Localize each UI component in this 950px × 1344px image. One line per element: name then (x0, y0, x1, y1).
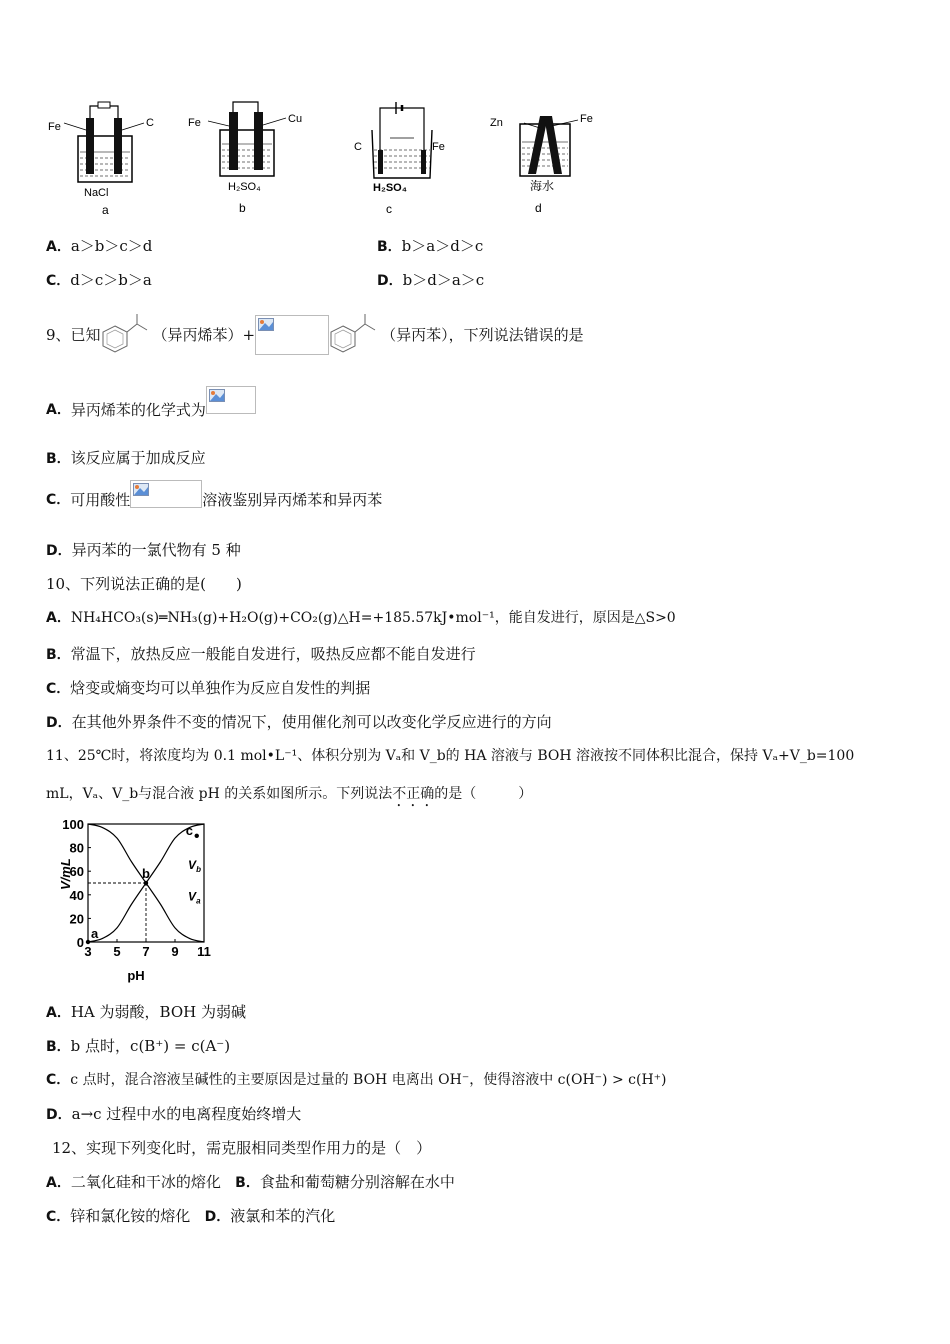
cell-c-right-label: Fe (432, 141, 445, 153)
y-tick-label: 40 (69, 887, 84, 903)
x-tick-label: 5 (113, 944, 121, 959)
formula-image-placeholder (206, 386, 256, 414)
y-tick-label: 0 (76, 935, 84, 950)
y-tick-label: 20 (69, 911, 84, 927)
cell-a-left-label: Fe (48, 121, 61, 133)
isopropylbenzene-structure (329, 312, 381, 358)
y-tick-label: 100 (62, 817, 84, 832)
cell-a (64, 102, 144, 182)
q11-option-b: B．b 点时，c(B⁺) = c(A⁻) (46, 1037, 231, 1055)
point-label-a: a (91, 926, 99, 941)
y-axis-label: V/mL (58, 858, 73, 890)
q11-option-d: D．a→c 过程中水的电离程度始终增大 (46, 1105, 302, 1123)
cell-b-solution: H₂SO₄ (228, 181, 261, 193)
reagent-image-placeholder (130, 480, 202, 508)
cell-c (372, 102, 432, 178)
point-label-c: c (185, 822, 193, 838)
q8-option-c: C．d＞c＞b＞a (46, 271, 152, 289)
cell-a-solution: NaCl (84, 187, 109, 199)
q12-options-line1: A．二氧化硅和干冰的熔化 B．食盐和葡萄糖分别溶解在水中 (46, 1173, 455, 1191)
q11-stem-line2: mL，Vₐ、V_b与混合液 pH 的关系如图所示。下列说法不正确的是（ ） (46, 786, 533, 802)
cell-d (520, 116, 578, 176)
q12-options-line2: C．锌和氯化铵的熔化 D．液氯和苯的汽化 (46, 1207, 336, 1225)
cell-b-right-label: Cu (288, 113, 303, 125)
q9-option-b: B．该反应属于加成反应 (46, 449, 206, 467)
x-tick-label: 9 (171, 944, 179, 959)
broken-image-icon (209, 389, 225, 402)
cell-d-left-label: Zn (490, 117, 503, 129)
va-series-label: $V_a$ (188, 889, 201, 906)
cell-b-left-label: Fe (188, 117, 201, 129)
q10-option-a: A．NH₄HCO₃(s)═NH₃(g)+H₂O(g)+CO₂(g)△H=+185.57kJ•mol⁻¹，能自发进行，原因是△S>0 (46, 610, 676, 626)
q9-option-a: A． 异丙烯苯的化学式为 (46, 386, 256, 420)
q11-stem-line1: 11、25℃时，将浓度均为 0.1 mol•L⁻¹、体积分别为 Vₐ和 V_b的 HA 溶液与 BOH 溶液按不同体积比混合，保持 Vₐ+V_b=100 (46, 748, 855, 764)
q9-option-c: C． 可用酸性 溶液鉴别异丙烯苯和异丙苯 (46, 480, 382, 510)
q8-option-b: B．b＞a＞d＞c (377, 237, 484, 255)
electrochemistry-figure (40, 98, 610, 220)
q10-option-d: D．在其他外界条件不变的情况下，使用催化剂可以改变化学反应进行的方向 (46, 713, 552, 731)
cell-a-right-label: C (146, 117, 154, 129)
point-label-b: b (142, 866, 150, 881)
cell-b (208, 102, 286, 176)
cell-d-caption: d (535, 201, 542, 215)
isopropenylbenzene-structure (101, 312, 153, 358)
q11-option-a: A．HA 为弱酸，BOH 为弱碱 (46, 1003, 246, 1021)
hydrogen-image-placeholder (255, 315, 329, 355)
cell-c-caption: c (386, 202, 392, 216)
cell-a-caption: a (102, 203, 109, 217)
q10-option-c: C．焓变或熵变均可以单独作为反应自发性的判据 (46, 679, 371, 697)
cell-d-right-label: Fe (580, 113, 593, 125)
point-b (144, 881, 148, 885)
q12-stem: 12、实现下列变化时，需克服相同类型作用力的是（ ） (52, 1139, 432, 1157)
point-c (195, 834, 199, 838)
y-tick-label: 80 (69, 840, 84, 856)
vb-series-label: $V_b$ (188, 857, 201, 874)
x-tick-label: 11 (197, 944, 211, 959)
q10-option-b: B．常温下，放热反应一般能自发进行，吸热反应都不能自发进行 (46, 645, 476, 663)
q8-option-a: A．a＞b＞c＞d (46, 237, 153, 255)
broken-image-icon (133, 483, 149, 496)
broken-image-icon (258, 318, 274, 331)
q11-option-c: C．c 点时，混合溶液呈碱性的主要原因是过量的 BOH 电离出 OH⁻，使得溶液中 c(OH⁻) > c(H⁺) (46, 1072, 667, 1088)
cell-c-left-label: C (354, 141, 362, 153)
q8-option-d: D．b＞d＞a＞c (377, 271, 485, 289)
q10-stem: 10、下列说法正确的是( ) (46, 575, 242, 593)
y-tick-label: 60 (69, 864, 84, 880)
cell-b-caption: b (239, 201, 246, 215)
q9-stem: 9、已知 （异丙烯苯）+ （异丙苯），下列说法错误的是 (46, 312, 584, 358)
x-tick-label: 7 (142, 944, 150, 959)
cell-d-solution: 海水 (530, 179, 555, 193)
q9-option-d: D．异丙苯的一氯代物有 5 种 (46, 541, 241, 559)
point-a (86, 940, 90, 944)
q11-chart (44, 814, 224, 986)
x-axis-label: pH (127, 968, 145, 983)
cell-c-solution: H₂SO₄ (373, 182, 407, 194)
x-tick-label: 3 (84, 944, 92, 959)
